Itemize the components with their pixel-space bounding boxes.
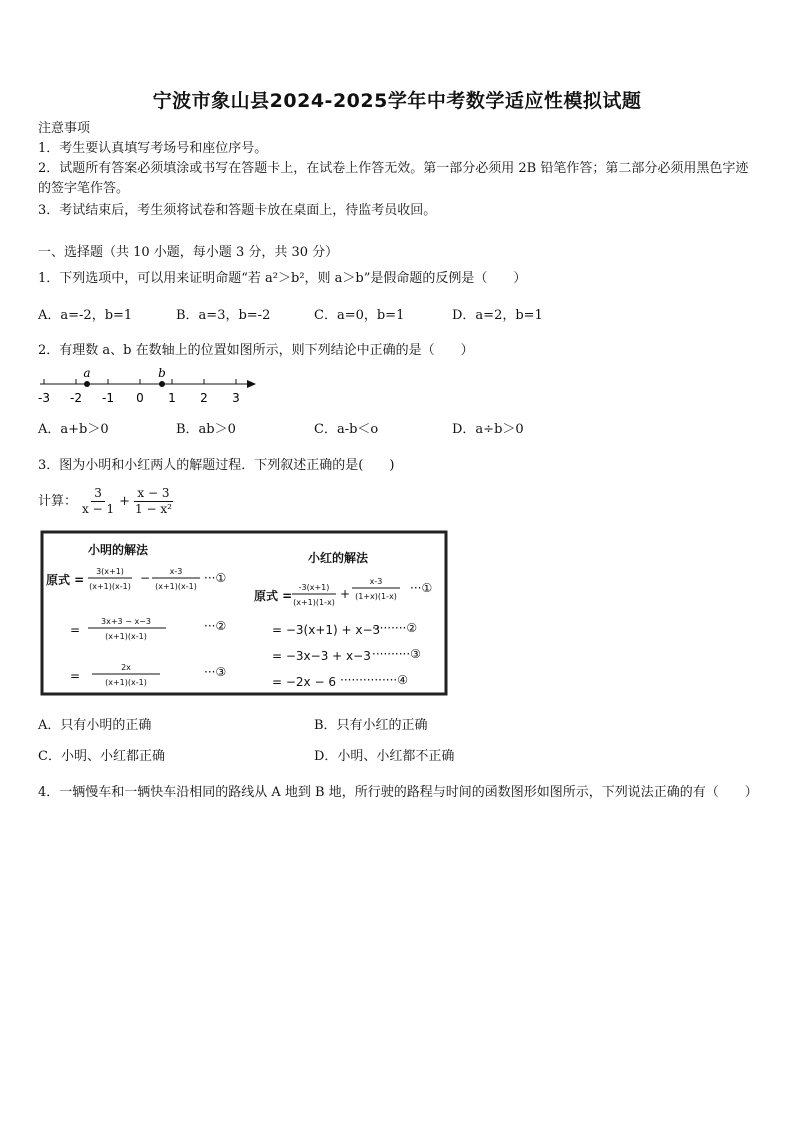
q3-expression: 计算： $\frac{3}{x - 1}$ + $\frac{x - 3}{\text{1 − x²}}$ (38, 484, 177, 520)
q1-option-c: C．a=0，b=1 (314, 308, 405, 323)
hong-title: 小红的解法 (308, 551, 369, 565)
q2-option-c: C．a-b＜o (314, 422, 379, 437)
svg-text:=: = (70, 623, 81, 637)
hong-prefix: 原式 = (254, 589, 293, 603)
q3-option-c: C．小明、小红都正确 (38, 749, 165, 764)
step-tag: ···① (410, 581, 433, 595)
q2-stem: 2．有理数 a、b 在数轴上的位置如图所示，则下列结论中正确的是（ ） (38, 343, 474, 358)
svg-text:2x: 2x (121, 663, 131, 672)
q1-option-d: D．a=2，b=1 (452, 308, 543, 323)
svg-text:(x+1)(x-1): (x+1)(x-1) (105, 632, 147, 641)
step-tag: ··········③ (372, 647, 421, 661)
svg-text:(x+1)(x-1): (x+1)(x-1) (105, 678, 147, 687)
svg-text:= −2x − 6: = −2x − 6 (272, 675, 336, 689)
q1-stem: 1．下列选项中，可以用来证明命题“若 a²＞b²，则 a＞b”是假命题的反例是（ ） (38, 271, 527, 286)
notice-item-3: 3．考试结束后，考生须将试卷和答题卡放在桌面上，待监考员收回。 (38, 203, 437, 218)
q2-option-b: B．ab＞0 (176, 422, 236, 437)
svg-text:=: = (70, 669, 81, 683)
solution-comparison-figure (40, 530, 450, 698)
svg-text:(x+1)(x-1): (x+1)(x-1) (155, 582, 197, 591)
calc-label: 计算： (38, 494, 78, 509)
svg-text:(x+1)(1-x): (x+1)(1-x) (293, 598, 335, 607)
page-title: 宁波市象山县2024-2025学年中考数学适应性模拟试题 (152, 90, 642, 112)
q4-stem: 4．一辆慢车和一辆快车沿相同的路线从 A 地到 B 地，所行驶的路程与时间的函数图形如图所示，下列说法正确的有（ ） (38, 785, 758, 800)
svg-text:(x+1)(x-1): (x+1)(x-1) (89, 582, 131, 591)
q2-option-a: A．a+b＞0 (38, 422, 109, 437)
q3-option-d: D．小明、小红都不正确 (314, 749, 455, 764)
svg-text:+: + (340, 587, 351, 601)
number-line-figure (34, 364, 264, 408)
notice-item-2: 2．试题所有答案必须填涂或书写在答题卡上，在试卷上作答无效。第一部分必须用 2B 铅笔作答；第二部分必须用黑色字迹的签字笔作答。 (38, 161, 749, 196)
arrow-right-icon (247, 380, 256, 388)
tick-label: 1 (168, 391, 176, 405)
tick-label: 3 (232, 391, 240, 405)
step-tag: ···③ (204, 665, 227, 679)
notice-heading: 注意事项 (38, 121, 91, 136)
q2-option-d: D．a÷b＞0 (452, 422, 524, 437)
q3-option-a: A．只有小明的正确 (38, 718, 152, 733)
q3-stem: 3．图为小明和小红两人的解题过程．下列叙述正确的是( ) (38, 458, 395, 473)
tick-label: -2 (70, 391, 82, 405)
step-tag: ···① (204, 571, 227, 585)
svg-text:-3(x+1): -3(x+1) (298, 583, 330, 592)
point-b-dot (159, 381, 165, 387)
point-b-label: b (158, 366, 166, 380)
point-a-dot (84, 381, 90, 387)
svg-text:(1+x)(1-x): (1+x)(1-x) (355, 592, 397, 601)
svg-text:= −3(x+1) + x−3: = −3(x+1) + x−3 (272, 623, 381, 637)
svg-text:x-3: x-3 (169, 567, 183, 576)
point-a-label: a (83, 366, 91, 380)
svg-text:= −3x−3 + x−3: = −3x−3 + x−3 (272, 649, 371, 663)
tick-label: 0 (136, 391, 144, 405)
q1-option-a: A．a=-2，b=1 (38, 308, 133, 323)
fraction: $\frac{3}{x - 1}$ (82, 486, 115, 516)
ming-prefix: 原式 = (46, 573, 85, 587)
svg-text:3(x+1): 3(x+1) (96, 567, 124, 576)
step-tag: ···············④ (340, 673, 408, 687)
svg-text:x-3: x-3 (369, 577, 383, 586)
svg-text:−: − (140, 571, 151, 585)
step-tag: ···② (204, 619, 227, 633)
svg-text:3x+3 − x−3: 3x+3 − x−3 (101, 617, 151, 626)
tick-label: -3 (38, 391, 50, 405)
step-tag: ·········② (372, 621, 418, 635)
tick-label: 2 (200, 391, 208, 405)
q3-option-b: B．只有小红的正确 (314, 718, 428, 733)
section-heading: 一、选择题（共 10 小题，每小题 3 分，共 30 分） (38, 245, 339, 260)
q1-option-b: B．a=3，b=-2 (176, 308, 271, 323)
tick-label: -1 (102, 391, 114, 405)
fraction: $\frac{x - 3}{\text{1 − x²}}$ (135, 486, 172, 516)
notice-item-1: 1．考生要认真填写考场号和座位序号。 (38, 141, 268, 156)
ming-title: 小明的解法 (88, 543, 149, 557)
